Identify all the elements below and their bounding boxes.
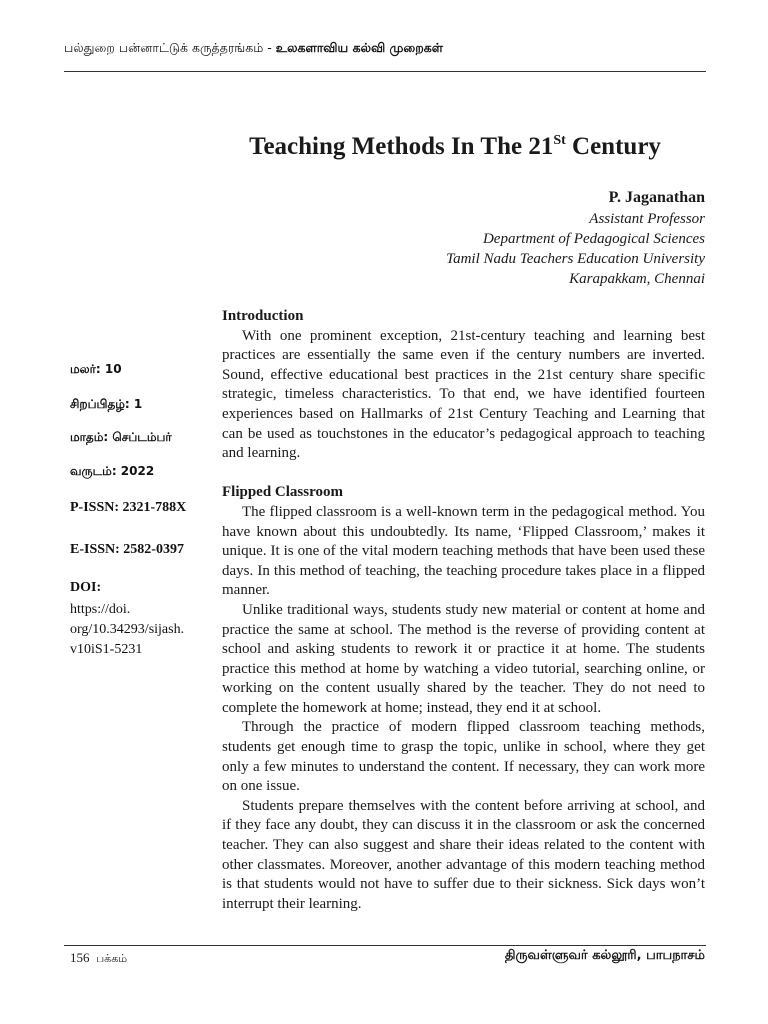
eissn-label: E-ISSN: 2582-0397 <box>70 542 184 557</box>
author-university: Tamil Nadu Teachers Education University <box>446 251 705 267</box>
header-rule <box>64 71 706 72</box>
paragraph: Students prepare themselves with the content before arriving at school, and if they face any doubt, they can discuss it in the classroom or ask the concerned teacher. They can also suggest and share their ideas related to the content with other classmates. Moreover, another advantage of this modern teaching method is that students would not have to suffer due to their sickness. Sick days won’t interrupt their learning. <box>222 797 705 912</box>
doi-line: v10iS1-5231 <box>70 642 143 657</box>
doi-line: https://doi. <box>70 602 131 617</box>
volume-label: மலர்: 10 <box>70 362 122 376</box>
month-label: மாதம்: செப்டம்பர் <box>70 430 172 444</box>
paragraph: Through the practice of modern flipped classroom teaching methods, students get enough time to grasp the topic, unlike in school, where they get only a few minutes to understand the content. If necessary, they can work more on one issue. <box>222 719 705 795</box>
author-block <box>446 188 705 289</box>
header-left: பல்துறை பன்னாட்டுக் கருத்தரங்கம் - <box>64 40 272 55</box>
article-body <box>222 307 705 914</box>
footer-rule <box>64 945 706 946</box>
header-right: உலகளாவிய கல்வி முறைகள் <box>275 40 444 55</box>
page-word: பக்கம் <box>96 952 128 965</box>
issue-label: சிறப்பிதழ்: 1 <box>70 397 143 411</box>
page-number: 156 பக்கம் <box>70 950 128 965</box>
college-name: திருவள்ளுவர் கல்லூரி, பாபநாசம் <box>504 948 705 963</box>
doi-link[interactable] <box>70 600 184 660</box>
running-header <box>64 40 706 57</box>
paragraph: The flipped classroom is a well-known term in the pedagogical method. You have known about this undoubtedly. Its name, ‘Flipped Classroom,’ makes it unique. It is one of the vital modern teaching methods that have been used these days. In this method of teaching, the teaching procedure takes place in a flipped manner. <box>222 503 705 599</box>
doi-line: org/10.34293/sijash. <box>70 622 185 637</box>
author-department: Department of Pedagogical Sciences <box>482 231 705 247</box>
pissn-label: P-ISSN: 2321-788X <box>70 500 187 515</box>
section-heading-introduction: Introduction <box>222 308 304 324</box>
author-position: Assistant Professor <box>589 211 705 227</box>
author-location: Karapakkam, Chennai <box>569 271 705 287</box>
author-name: P. Jaganathan <box>608 189 705 206</box>
article-title: Teaching Methods In The 21St Century <box>249 133 661 160</box>
section-heading-flipped-classroom: Flipped Classroom <box>222 484 343 501</box>
doi-label: DOI: <box>70 580 102 595</box>
paragraph: With one prominent exception, 21st-century teaching and learning best practices are essentially the same even if the century numbers are inverted. Sound, effective educational best practices in the 21st century share specific strategic, timeless characteristics. To that end, we have identified fourteen experiences based on Hallmarks of 21st Century Teaching and Learning that can be used as touchstones in the educator’s pedagogical approach to teaching and learning. <box>222 327 705 462</box>
year-label: வருடம்: 2022 <box>70 464 155 478</box>
paragraph: Unlike traditional ways, students study new material or content at home and practice the same at school. The method is the reverse of providing content at school and asking students to rework it or practice it at home. The students practice this method at home by watching a video tutorial, searching online, or working on the content usually shared by the teacher. They do not need to complete the homework at home; instead, they end it at school. <box>222 601 705 716</box>
